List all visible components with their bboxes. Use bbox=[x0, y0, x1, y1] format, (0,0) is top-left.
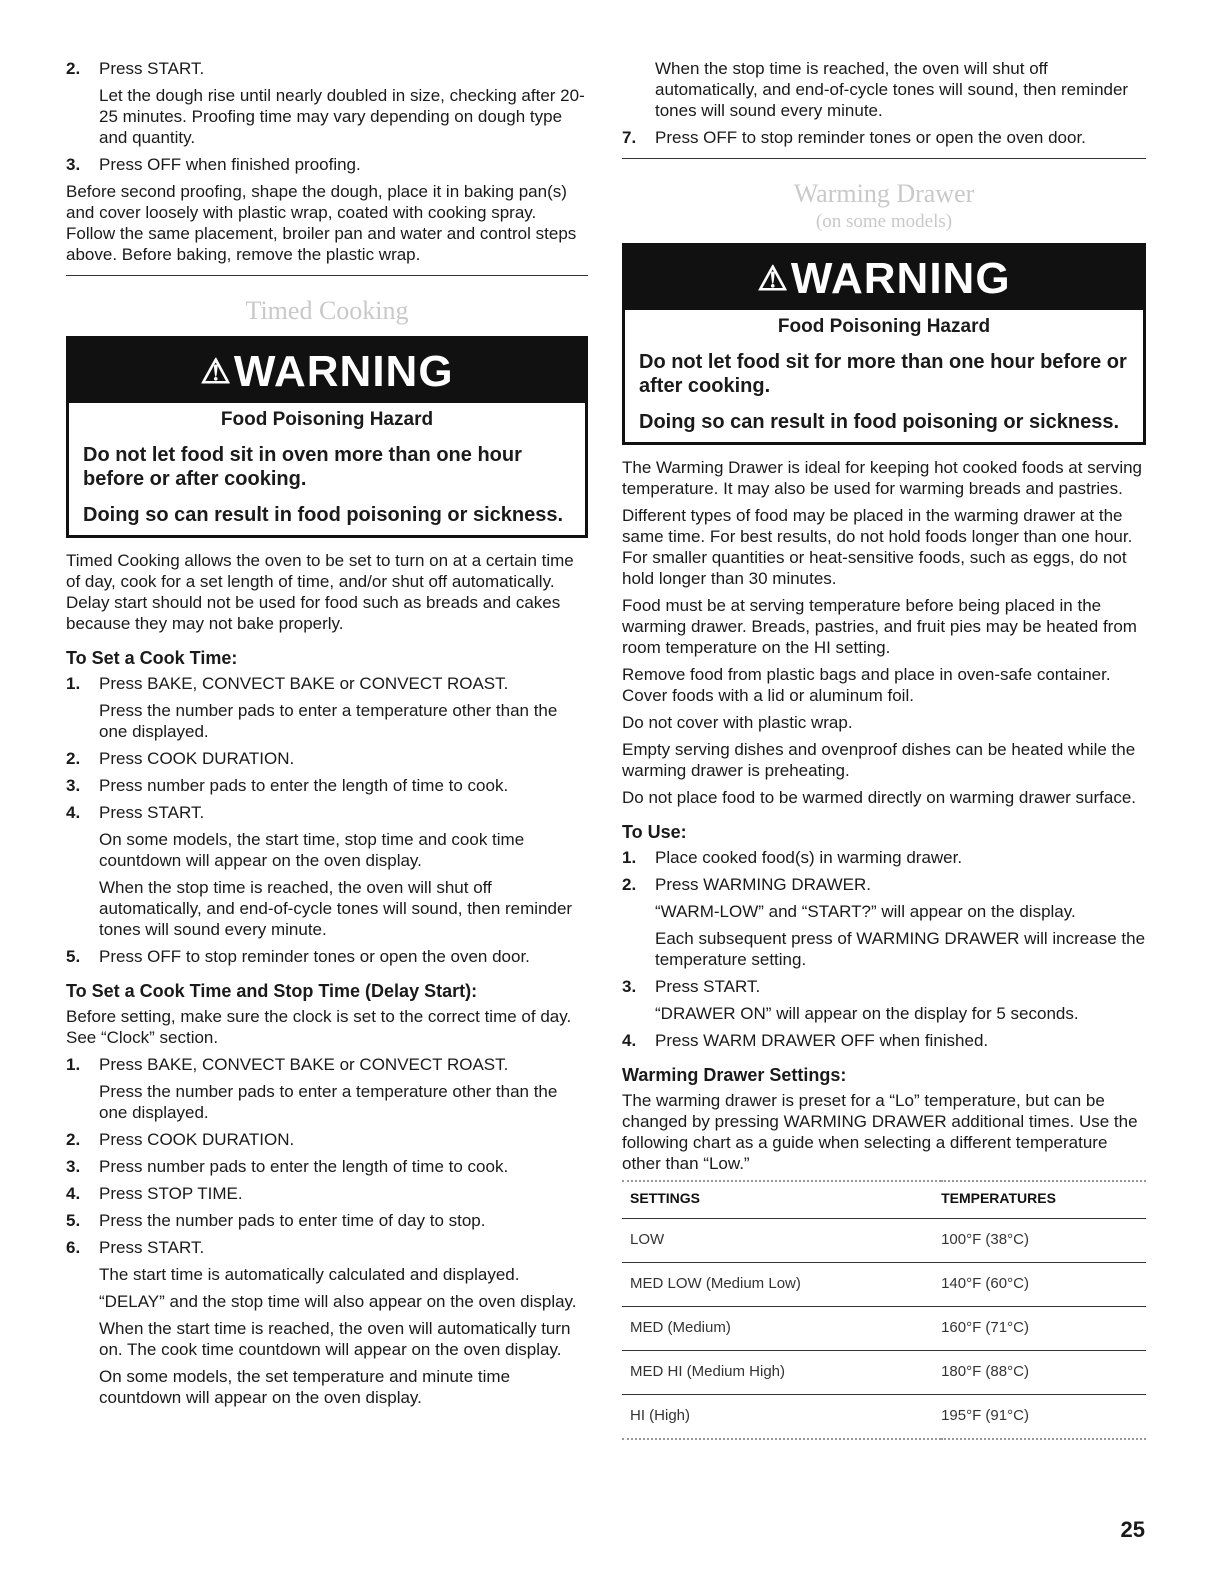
warning-triangle-icon: ⚠ bbox=[757, 260, 789, 298]
warning-line: Doing so can result in food poisoning or sickness. bbox=[639, 411, 1120, 433]
timed-cooking-title: Timed Cooking bbox=[245, 296, 409, 325]
step-text: Press the number pads to enter a temperature other than the one displayed. bbox=[99, 1082, 558, 1122]
warming-drawer-title: Warming Drawer bbox=[793, 179, 975, 208]
step-text: Press START. bbox=[99, 803, 205, 822]
numbered-step bbox=[66, 1156, 588, 1177]
step-number: 6. bbox=[66, 1238, 81, 1257]
step-number: 3. bbox=[66, 155, 81, 174]
numbered-step bbox=[66, 1183, 588, 1204]
setting-cell: LOW bbox=[622, 1219, 941, 1263]
cook-time-heading: To Set a Cook Time: bbox=[66, 648, 238, 668]
paragraph: Empty serving dishes and ovenproof dishes can be heated while the warming drawer is preheating. bbox=[622, 740, 1136, 780]
step-text: Press OFF to stop reminder tones or open the oven door. bbox=[655, 128, 1086, 147]
warming-drawer-subtitle: (on some models) bbox=[815, 211, 953, 232]
paragraph: Food must be at serving temperature before being placed in the warming drawer. Breads, pastries, and fruit pies may be heated from room temperature on the HI setting. bbox=[622, 596, 1137, 657]
step-text: Let the dough rise until nearly doubled in size, checking after 20-25 minutes. Proofing time may vary depending on dough type and quantity. bbox=[99, 86, 585, 147]
step-text: Press WARMING DRAWER. bbox=[655, 875, 871, 894]
settings-intro: The warming drawer is preset for a “Lo” temperature, but can be changed by pressing WARMING DRAWER additional times. Use the following chart as a guide when selecting a different temperature other than “Low.” bbox=[622, 1091, 1138, 1173]
warning-label: WARNING bbox=[233, 347, 454, 396]
column-header: TEMPERATURES bbox=[941, 1181, 1146, 1219]
step-text: Press START. bbox=[99, 1238, 205, 1257]
step-text: Press the number pads to enter time of day to stop. bbox=[99, 1211, 486, 1230]
setting-cell: MED HI (Medium High) bbox=[622, 1351, 941, 1395]
hazard-title: Food Poisoning Hazard bbox=[220, 409, 434, 430]
step-text: Press START. bbox=[655, 977, 761, 996]
table-header-row bbox=[622, 1181, 1146, 1219]
settings-heading: Warming Drawer Settings: bbox=[622, 1065, 847, 1085]
step-number: 4. bbox=[622, 1031, 637, 1050]
numbered-step bbox=[66, 748, 588, 769]
table-row bbox=[622, 1395, 1146, 1440]
step-number: 1. bbox=[66, 674, 81, 693]
step-text: Press number pads to enter the length of time to cook. bbox=[99, 1157, 509, 1176]
setting-cell: HI (High) bbox=[622, 1395, 941, 1440]
warning-header bbox=[69, 339, 585, 403]
step-text: Each subsequent press of WARMING DRAWER will increase the temperature setting. bbox=[655, 929, 1146, 969]
warning-line: Doing so can result in food poisoning or sickness. bbox=[83, 504, 564, 526]
warning-box bbox=[622, 243, 1146, 445]
step-text: Press BAKE, CONVECT BAKE or CONVECT ROAST. bbox=[99, 674, 509, 693]
step-text: When the start time is reached, the oven will automatically turn on. The cook time countdown will appear on the oven display. bbox=[99, 1319, 571, 1359]
step-text: Place cooked food(s) in warming drawer. bbox=[655, 848, 963, 867]
step-number: 7. bbox=[622, 128, 637, 147]
paragraph: Do not place food to be warmed directly on warming drawer surface. bbox=[622, 788, 1137, 807]
warning-line: Do not let food sit in oven more than one hour before or after cooking. bbox=[83, 444, 522, 490]
table-row bbox=[622, 1351, 1146, 1395]
delay-start-steps bbox=[66, 1054, 588, 1408]
step-text: Press BAKE, CONVECT BAKE or CONVECT ROAST. bbox=[99, 1055, 509, 1074]
paragraph: The Warming Drawer is ideal for keeping hot cooked foods at serving temperature. It may also be used for warming breads and pastries. bbox=[622, 458, 1143, 498]
paragraph: Do not cover with plastic wrap. bbox=[622, 713, 853, 732]
page-number: 25 bbox=[1120, 1517, 1145, 1542]
numbered-step bbox=[622, 127, 1146, 148]
temperature-cell: 140°F (60°C) bbox=[941, 1263, 1146, 1307]
delay-start-intro: Before setting, make sure the clock is set to the correct time of day. See “Clock” section. bbox=[66, 1007, 572, 1047]
paragraph: Remove food from plastic bags and place in oven-safe container. Cover foods with a lid or aluminum foil. bbox=[622, 665, 1111, 705]
step-number: 2. bbox=[66, 59, 81, 78]
divider bbox=[66, 275, 588, 276]
step-text: On some models, the start time, stop time and cook time countdown will appear on the oven display. bbox=[99, 830, 525, 870]
warning-box bbox=[66, 336, 588, 538]
numbered-step bbox=[66, 1237, 588, 1408]
right-column bbox=[622, 58, 1146, 1440]
table-row bbox=[622, 1263, 1146, 1307]
step-text: Press the number pads to enter a temperature other than the one displayed. bbox=[99, 701, 558, 741]
step-number: 5. bbox=[66, 947, 81, 966]
numbered-step bbox=[66, 775, 588, 796]
to-use-heading: To Use: bbox=[622, 822, 687, 842]
step-text: “DRAWER ON” will appear on the display for 5 seconds. bbox=[655, 1004, 1079, 1023]
numbered-step bbox=[66, 946, 588, 967]
numbered-step bbox=[622, 1030, 1146, 1051]
step-number: 4. bbox=[66, 1184, 81, 1203]
numbered-step bbox=[66, 1210, 588, 1231]
settings-table bbox=[622, 1180, 1146, 1440]
step-text: When the stop time is reached, the oven will shut off automatically, and end-of-cycle tones will sound, then reminder tones will sound every minute. bbox=[99, 878, 573, 939]
warning-line: Do not let food sit for more than one hour before or after cooking. bbox=[639, 351, 1127, 397]
numbered-step bbox=[66, 1054, 588, 1123]
paragraph: Different types of food may be placed in the warming drawer at the same time. For best results, do not hold foods longer than one hour. For smaller quantities or heat-sensitive foods, such as eggs, do not hold longer than 30 minutes. bbox=[622, 506, 1133, 588]
step-text: Press STOP TIME. bbox=[99, 1184, 243, 1203]
numbered-step bbox=[66, 673, 588, 742]
temperature-cell: 180°F (88°C) bbox=[941, 1351, 1146, 1395]
step-number: 2. bbox=[66, 1130, 81, 1149]
temperature-cell: 160°F (71°C) bbox=[941, 1307, 1146, 1351]
step-text: Press number pads to enter the length of time to cook. bbox=[99, 776, 509, 795]
hazard-title: Food Poisoning Hazard bbox=[777, 316, 991, 337]
step-number: 2. bbox=[66, 749, 81, 768]
second-proofing-text: Before second proofing, shape the dough, place it in baking pan(s) and cover loosely with plastic wrap, coated with cooking spray. Follow the same placement, broiler pan and water and control steps above. Before baking, remove the plastic wrap. bbox=[66, 182, 577, 264]
to-use-steps bbox=[622, 847, 1146, 1051]
delay-start-heading: To Set a Cook Time and Stop Time (Delay Start): bbox=[66, 981, 478, 1001]
step-number: 3. bbox=[66, 1157, 81, 1176]
numbered-step bbox=[66, 154, 588, 175]
step-text: Press COOK DURATION. bbox=[99, 1130, 295, 1149]
left-column bbox=[66, 58, 588, 1414]
table-row bbox=[622, 1219, 1146, 1263]
numbered-step bbox=[622, 847, 1146, 868]
step-number: 5. bbox=[66, 1211, 81, 1230]
divider bbox=[622, 158, 1146, 159]
table-row bbox=[622, 1307, 1146, 1351]
numbered-step bbox=[622, 874, 1146, 970]
step-number: 1. bbox=[66, 1055, 81, 1074]
step-text: “DELAY” and the stop time will also appear on the oven display. bbox=[99, 1292, 577, 1311]
step-number: 2. bbox=[622, 875, 637, 894]
numbered-step bbox=[66, 802, 588, 940]
temperature-cell: 100°F (38°C) bbox=[941, 1219, 1146, 1263]
step-text: Press START. bbox=[99, 59, 205, 78]
numbered-step bbox=[66, 1129, 588, 1150]
warning-triangle-icon: ⚠ bbox=[200, 353, 232, 391]
column-header: SETTINGS bbox=[622, 1181, 941, 1219]
continued-steps bbox=[622, 127, 1146, 148]
step-number: 3. bbox=[66, 776, 81, 795]
step-text: The start time is automatically calculated and displayed. bbox=[99, 1265, 520, 1284]
warning-label: WARNING bbox=[790, 254, 1011, 303]
step-text: Press OFF when finished proofing. bbox=[99, 155, 361, 174]
step-text: On some models, the set temperature and minute time countdown will appear on the oven display. bbox=[99, 1367, 511, 1407]
step-text: Press OFF to stop reminder tones or open the oven door. bbox=[99, 947, 530, 966]
setting-cell: MED (Medium) bbox=[622, 1307, 941, 1351]
continued-text: When the stop time is reached, the oven will shut off automatically, and end-of-cycle tones will sound, then reminder tones will sound every minute. bbox=[655, 59, 1129, 120]
timed-cooking-intro: Timed Cooking allows the oven to be set to turn on at a certain time of day, cook for a set length of time, and/or shut off automatically. Delay start should not be used for food such as breads and cakes because they may not bake properly. bbox=[66, 551, 574, 633]
numbered-step bbox=[622, 976, 1146, 1024]
step-text: “WARM-LOW” and “START?” will appear on the display. bbox=[655, 902, 1076, 921]
step-number: 3. bbox=[622, 977, 637, 996]
warming-drawer-paragraphs bbox=[622, 457, 1146, 808]
numbered-step bbox=[66, 58, 588, 148]
step-text: Press COOK DURATION. bbox=[99, 749, 295, 768]
proofing-steps bbox=[66, 58, 588, 175]
cook-time-steps bbox=[66, 673, 588, 967]
step-number: 1. bbox=[622, 848, 637, 867]
warning-header bbox=[625, 246, 1143, 310]
step-text: Press WARM DRAWER OFF when finished. bbox=[655, 1031, 989, 1050]
setting-cell: MED LOW (Medium Low) bbox=[622, 1263, 941, 1307]
temperature-cell: 195°F (91°C) bbox=[941, 1395, 1146, 1440]
step-number: 4. bbox=[66, 803, 81, 822]
